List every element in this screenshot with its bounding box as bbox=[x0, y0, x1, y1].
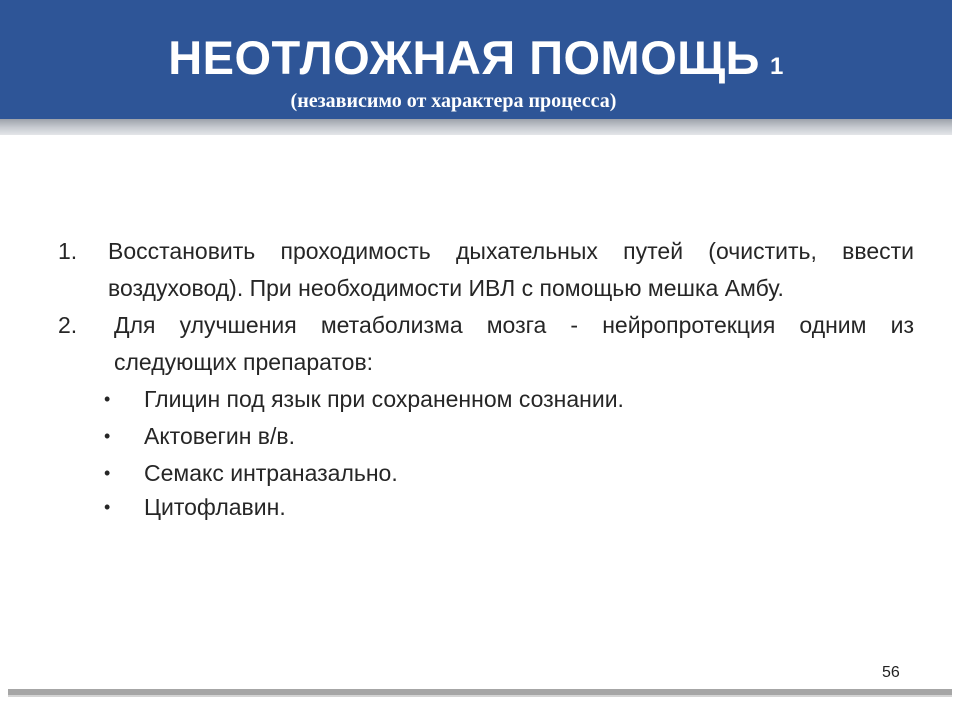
bullet-list bbox=[104, 381, 914, 522]
footer-divider-light bbox=[8, 695, 952, 697]
slide-title bbox=[0, 28, 952, 97]
bullet-item bbox=[104, 455, 914, 492]
slide-title-superscript: 1 bbox=[769, 53, 784, 80]
bullet-text: Глицин под язык при сохраненном сознании. bbox=[144, 386, 624, 412]
bullet-icon: • bbox=[104, 426, 111, 446]
item-text: Для улучшения метаболизма мозга - нейропротекция одним из следующих препаратов: bbox=[114, 312, 914, 375]
slide-subtitle-text: (независимо от характера процесса) bbox=[290, 90, 617, 112]
bullet-icon: • bbox=[104, 389, 111, 409]
bullet-text: Семакс интраназально. bbox=[144, 460, 398, 486]
slide-title-text: НЕОТЛОЖНАЯ ПОМОЩЬ bbox=[168, 31, 760, 84]
bullet-item bbox=[104, 492, 914, 522]
bullet-icon: • bbox=[104, 496, 111, 517]
bullet-icon: • bbox=[104, 463, 111, 483]
slide-subtitle bbox=[0, 90, 952, 113]
bullet-item bbox=[104, 418, 914, 455]
header-divider bbox=[0, 119, 952, 135]
numbered-item-2 bbox=[58, 307, 914, 381]
bullet-text: Цитофлавин. bbox=[144, 493, 286, 520]
bullet-item bbox=[104, 381, 914, 418]
item-text: Восстановить проходимость дыхательных путей (очистить, ввести воздуховод). При необходимости ИВЛ с помощью мешка Амбу. bbox=[108, 238, 914, 301]
page-number: 56 bbox=[882, 664, 900, 681]
numbered-item-1 bbox=[58, 233, 914, 307]
slide-content bbox=[58, 233, 914, 522]
item-number: 1. bbox=[58, 238, 78, 264]
bullet-text: Актовегин в/в. bbox=[144, 423, 296, 449]
item-number: 2. bbox=[58, 312, 78, 338]
